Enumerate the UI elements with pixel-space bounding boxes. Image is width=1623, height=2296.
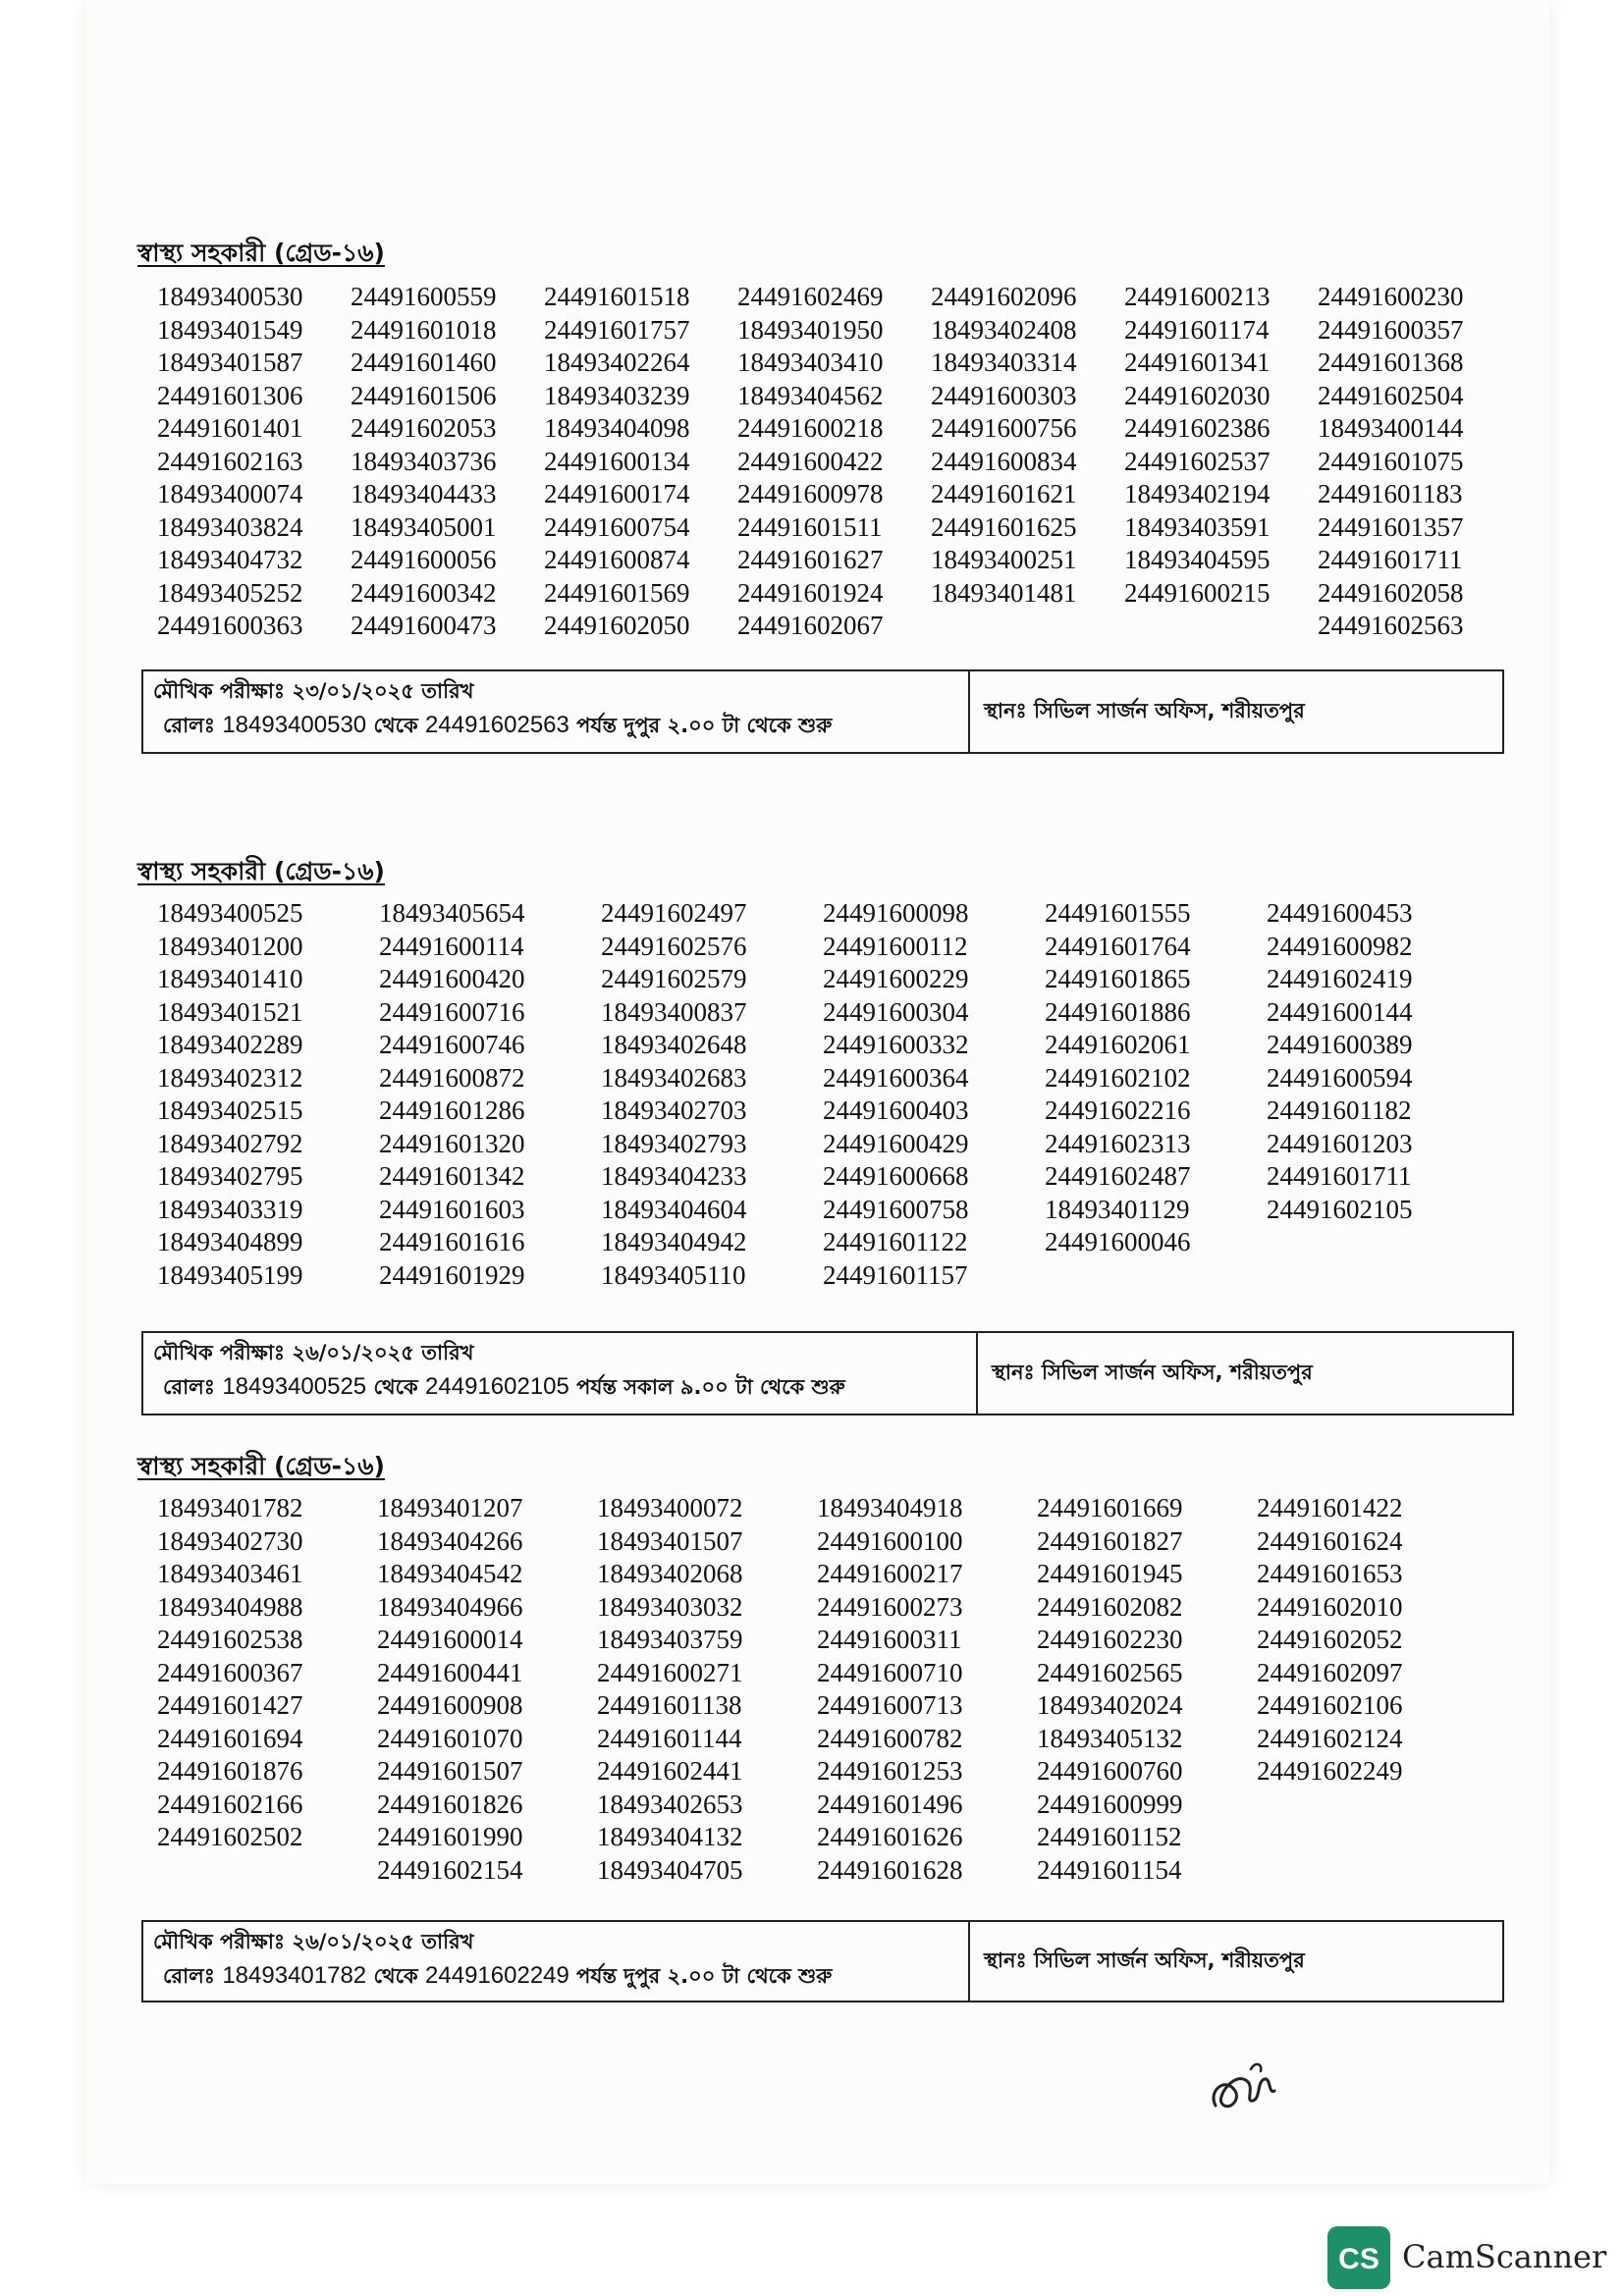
roll-number: 24491601764 xyxy=(1045,931,1191,961)
roll-number: 24491602576 xyxy=(601,931,747,961)
roll-number: 18493402792 xyxy=(157,1128,303,1158)
roll-number: 24491602565 xyxy=(1037,1657,1183,1687)
roll-number: 18493402683 xyxy=(601,1062,747,1093)
roll-number: 18493404918 xyxy=(817,1493,963,1522)
roll-number: 18493402024 xyxy=(1037,1690,1183,1720)
roll-number: 24491600908 xyxy=(377,1690,523,1720)
roll-number: 18493401507 xyxy=(597,1525,743,1556)
roll-number: 24491600422 xyxy=(737,446,884,476)
roll-number: 18493405252 xyxy=(157,577,303,608)
roll-number: 24491600364 xyxy=(823,1062,969,1093)
roll-number: 24491601711 xyxy=(1267,1161,1412,1191)
roll-number: 24491601653 xyxy=(1257,1559,1403,1588)
roll-number: 24491602487 xyxy=(1045,1161,1191,1191)
roll-number: 24491602313 xyxy=(1045,1128,1191,1158)
roll-number: 24491601669 xyxy=(1037,1493,1183,1522)
roll-from: 18493400530 xyxy=(222,712,367,738)
roll-number: 18493404942 xyxy=(601,1227,747,1256)
roll-number: 18493405132 xyxy=(1037,1723,1183,1753)
roll-number: 24491601342 xyxy=(379,1161,525,1191)
roll-number: 18493400072 xyxy=(597,1493,743,1522)
roll-number: 24491600215 xyxy=(1124,577,1271,608)
roll-from: 18493401782 xyxy=(222,1962,367,1989)
roll-number: 18493401200 xyxy=(157,931,303,961)
roll-range xyxy=(153,1368,962,1406)
roll-column xyxy=(1037,1492,1257,1887)
roll-number: 24491600403 xyxy=(823,1095,969,1125)
roll-number: 24491600559 xyxy=(351,282,497,311)
roll-number: 24491600134 xyxy=(544,446,690,476)
roll-number: 24491602082 xyxy=(1037,1591,1183,1622)
roll-number: 24491600441 xyxy=(377,1657,523,1687)
roll-number: 18493403824 xyxy=(157,511,303,542)
roll-to: 24491602249 xyxy=(425,1962,569,1989)
roll-number: 18493404542 xyxy=(377,1559,523,1588)
roll-grid xyxy=(157,1492,1477,1887)
roll-column xyxy=(157,897,379,1292)
roll-number: 24491600594 xyxy=(1267,1062,1413,1093)
roll-number: 24491600144 xyxy=(1267,996,1413,1027)
roll-number: 24491601496 xyxy=(817,1789,963,1819)
roll-number: 18493403032 xyxy=(597,1591,743,1622)
roll-number: 24491602538 xyxy=(157,1625,303,1654)
roll-number: 18493402793 xyxy=(601,1128,747,1158)
roll-number: 24491602166 xyxy=(157,1789,303,1819)
roll-number: 18493404266 xyxy=(377,1525,523,1556)
roll-column xyxy=(157,281,351,643)
roll-number: 24491601945 xyxy=(1037,1559,1183,1588)
exam-info-box xyxy=(141,1920,1504,2002)
roll-number: 24491601152 xyxy=(1037,1822,1182,1851)
roll-number: 24491600112 xyxy=(823,931,968,961)
from-word: থেকে xyxy=(373,1375,418,1399)
roll-number: 24491600872 xyxy=(379,1062,525,1093)
roll-number: 18493401521 xyxy=(157,996,303,1027)
roll-number: 24491602053 xyxy=(351,413,497,443)
roll-number: 24491602124 xyxy=(1257,1723,1403,1753)
roll-number: 24491600114 xyxy=(379,931,524,961)
roll-number: 18493405199 xyxy=(157,1259,303,1290)
roll-number: 18493402795 xyxy=(157,1161,303,1191)
roll-number: 24491600760 xyxy=(1037,1756,1183,1786)
roll-number: 24491600230 xyxy=(1318,282,1464,311)
exam-info-box xyxy=(141,669,1504,754)
roll-number: 24491602163 xyxy=(157,446,303,476)
roll-column xyxy=(1267,897,1488,1292)
roll-number: 24491601624 xyxy=(1257,1525,1403,1556)
roll-number: 24491600098 xyxy=(823,898,969,928)
roll-from: 18493400525 xyxy=(222,1373,367,1400)
roll-number: 18493404132 xyxy=(597,1822,743,1851)
roll-number: 18493401587 xyxy=(157,347,303,377)
roll-number: 24491600174 xyxy=(544,479,690,508)
roll-number: 24491601460 xyxy=(351,347,497,377)
from-word: থেকে xyxy=(373,714,418,737)
roll-number: 24491602230 xyxy=(1037,1625,1183,1654)
roll-number: 18493401207 xyxy=(377,1493,523,1522)
roll-number: 24491601422 xyxy=(1257,1493,1403,1522)
roll-number: 24491600342 xyxy=(351,577,497,608)
roll-number: 24491601625 xyxy=(931,511,1077,542)
roll-number: 18493404966 xyxy=(377,1591,523,1622)
roll-number: 18493402703 xyxy=(601,1095,747,1125)
roll-number: 18493401950 xyxy=(737,314,884,345)
roll-number: 24491600273 xyxy=(817,1591,963,1622)
roll-number: 24491600754 xyxy=(544,511,690,542)
roll-number: 24491602419 xyxy=(1267,964,1413,993)
roll-number: 24491601569 xyxy=(544,577,690,608)
section-heading: স্বাস্থ্য সহকারী (গ্রেড-১৬) xyxy=(137,1452,385,1480)
roll-number: 24491601555 xyxy=(1045,898,1191,928)
roll-number: 18493400525 xyxy=(157,898,303,928)
roll-column xyxy=(1045,897,1267,1292)
roll-column xyxy=(597,1492,817,1887)
roll-number: 18493403591 xyxy=(1124,511,1271,542)
roll-prefix: রোলঃ xyxy=(163,1375,216,1399)
roll-number: 24491602096 xyxy=(931,282,1077,311)
roll-number: 24491601401 xyxy=(157,413,303,443)
roll-to: 24491602563 xyxy=(425,712,569,738)
roll-column xyxy=(817,1492,1037,1887)
roll-number: 24491600978 xyxy=(737,479,884,508)
roll-number: 24491601506 xyxy=(351,380,497,410)
roll-number: 24491600229 xyxy=(823,964,969,993)
roll-number: 24491602106 xyxy=(1257,1690,1403,1720)
roll-number: 24491600756 xyxy=(931,413,1077,443)
roll-number: 24491601286 xyxy=(379,1095,525,1125)
roll-number: 24491601518 xyxy=(544,282,690,311)
roll-number: 18493403410 xyxy=(737,347,884,377)
signature-icon xyxy=(1206,2052,1284,2120)
roll-number: 24491601929 xyxy=(379,1259,525,1290)
roll-number: 24491602050 xyxy=(544,611,690,640)
roll-number: 24491600218 xyxy=(737,413,884,443)
exam-time: পর্যন্ত সকাল ৯.০০ টা থেকে শুরু xyxy=(576,1375,845,1399)
roll-number: 18493401410 xyxy=(157,964,303,993)
roll-number: 24491601826 xyxy=(377,1789,523,1819)
roll-number: 24491602030 xyxy=(1124,380,1271,410)
roll-number: 24491600046 xyxy=(1045,1227,1191,1256)
roll-number: 18493402194 xyxy=(1124,479,1271,508)
roll-number: 24491602052 xyxy=(1257,1625,1403,1654)
roll-number: 18493402264 xyxy=(544,347,690,377)
roll-number: 18493404705 xyxy=(597,1854,743,1885)
roll-number: 24491602441 xyxy=(597,1756,743,1786)
exam-schedule xyxy=(143,671,970,752)
roll-number: 24491601174 xyxy=(1124,314,1270,345)
roll-number: 24491601827 xyxy=(1037,1525,1183,1556)
roll-number: 24491602154 xyxy=(377,1854,523,1885)
exam-venue: স্থানঃ সিভিল সার্জন অফিস, শরীয়তপুর xyxy=(992,1360,1313,1384)
roll-number: 24491602469 xyxy=(737,282,884,311)
roll-number: 18493404562 xyxy=(737,380,884,410)
roll-number: 24491601075 xyxy=(1318,446,1464,476)
roll-column xyxy=(601,897,823,1292)
roll-number: 18493400530 xyxy=(157,282,303,311)
roll-number: 24491601157 xyxy=(823,1259,968,1290)
roll-number: 24491602386 xyxy=(1124,413,1271,443)
roll-range xyxy=(153,1957,954,1995)
roll-number: 18493400837 xyxy=(601,996,747,1027)
roll-number: 24491601626 xyxy=(817,1822,963,1851)
roll-number: 24491601990 xyxy=(377,1822,523,1851)
roll-number: 24491601628 xyxy=(817,1854,963,1885)
exam-date-label: মৌখিক পরীক্ষাঃ ২৩/০১/২০২৫ তারিখ xyxy=(153,679,474,703)
roll-number: 24491602537 xyxy=(1124,446,1271,476)
roll-number: 18493404604 xyxy=(601,1194,747,1224)
roll-number: 18493402653 xyxy=(597,1789,743,1819)
roll-column xyxy=(1257,1492,1477,1887)
roll-grid xyxy=(157,281,1511,643)
roll-number: 24491600217 xyxy=(817,1559,963,1588)
roll-number: 24491602502 xyxy=(157,1822,303,1851)
roll-number: 24491602010 xyxy=(1257,1591,1403,1622)
roll-number: 24491601070 xyxy=(377,1723,523,1753)
roll-number: 18493403319 xyxy=(157,1194,303,1224)
roll-number: 24491601621 xyxy=(931,479,1077,508)
roll-number: 24491600271 xyxy=(597,1657,743,1687)
roll-number: 24491600311 xyxy=(817,1625,962,1654)
roll-number: 24491600014 xyxy=(377,1625,523,1654)
from-word: থেকে xyxy=(373,1964,418,1988)
roll-number: 24491601341 xyxy=(1124,347,1271,377)
roll-number: 18493402648 xyxy=(601,1030,747,1059)
camscanner-brand: CamScanner xyxy=(1402,2238,1607,2275)
roll-number: 18493404233 xyxy=(601,1161,747,1191)
roll-column xyxy=(544,281,737,643)
camscanner-logo-icon xyxy=(1327,2226,1390,2289)
roll-number: 24491600710 xyxy=(817,1657,963,1687)
roll-number: 18493402068 xyxy=(597,1559,743,1588)
section-1 xyxy=(137,234,1532,764)
section-2 xyxy=(137,852,1532,1421)
roll-number: 24491600834 xyxy=(931,446,1077,476)
roll-column xyxy=(157,1492,377,1887)
roll-number: 18493400251 xyxy=(931,545,1077,574)
roll-number: 18493404098 xyxy=(544,413,690,443)
roll-number: 24491600420 xyxy=(379,964,525,993)
roll-number: 24491600363 xyxy=(157,611,303,640)
roll-number: 24491602097 xyxy=(1257,1657,1403,1687)
section-heading: স্বাস্থ্য সহকারী (গ্রেড-১৬) xyxy=(137,239,385,267)
roll-number: 18493401782 xyxy=(157,1493,303,1522)
roll-number: 24491601507 xyxy=(377,1756,523,1786)
roll-number: 24491600874 xyxy=(544,545,690,574)
roll-number: 24491600389 xyxy=(1267,1030,1413,1059)
roll-number: 24491600056 xyxy=(351,545,497,574)
roll-number: 18493402312 xyxy=(157,1062,303,1093)
roll-number: 18493403736 xyxy=(351,446,497,476)
roll-range xyxy=(153,707,954,744)
roll-number: 18493401549 xyxy=(157,314,303,345)
exam-time: পর্যন্ত দুপুর ২.০০ টা থেকে শুরু xyxy=(576,714,833,737)
roll-number: 24491601182 xyxy=(1267,1095,1412,1125)
exam-date-label: মৌখিক পরীক্ষাঃ ২৬/০১/২০২৫ তারিখ xyxy=(153,1930,474,1953)
roll-number: 24491601886 xyxy=(1045,996,1191,1027)
roll-number: 24491601138 xyxy=(597,1690,742,1720)
roll-to: 24491602105 xyxy=(425,1373,569,1400)
roll-number: 24491601306 xyxy=(157,380,303,410)
roll-number: 18493404433 xyxy=(351,479,497,508)
roll-number: 18493404595 xyxy=(1124,545,1271,574)
roll-column xyxy=(1318,281,1511,643)
exam-venue: স্থানঃ সিভিল সার্জন অফিস, শরীয়তপুর xyxy=(984,698,1305,722)
roll-number: 24491601368 xyxy=(1318,347,1464,377)
roll-number: 24491600982 xyxy=(1267,931,1413,961)
exam-date-label: মৌখিক পরীক্ষাঃ ২৬/০১/২০২৫ তারিখ xyxy=(153,1341,474,1364)
roll-number: 24491600716 xyxy=(379,996,525,1027)
roll-number: 24491600100 xyxy=(817,1525,963,1556)
roll-number: 18493400074 xyxy=(157,479,303,508)
roll-number: 18493404899 xyxy=(157,1227,303,1256)
roll-number: 24491600473 xyxy=(351,611,497,640)
roll-number: 24491602497 xyxy=(601,898,747,928)
roll-number: 24491601627 xyxy=(737,545,884,574)
roll-column xyxy=(1124,281,1318,643)
roll-number: 24491602563 xyxy=(1318,611,1464,640)
roll-number: 18493404732 xyxy=(157,545,303,574)
roll-number: 24491600453 xyxy=(1267,898,1413,928)
roll-number: 24491600713 xyxy=(817,1690,963,1720)
roll-number: 24491601876 xyxy=(157,1756,303,1786)
roll-number: 18493405110 xyxy=(601,1259,746,1290)
roll-column xyxy=(823,897,1045,1292)
roll-number: 24491601616 xyxy=(379,1227,525,1256)
roll-number: 24491600357 xyxy=(1318,314,1464,345)
roll-number: 24491601018 xyxy=(351,314,497,345)
roll-number: 24491601757 xyxy=(544,314,690,345)
roll-number: 24491601144 xyxy=(597,1723,742,1753)
svg-text:CS: CS xyxy=(1338,2243,1380,2275)
roll-prefix: রোলঃ xyxy=(163,714,216,737)
roll-number: 24491601320 xyxy=(379,1128,525,1158)
roll-number: 24491600782 xyxy=(817,1723,963,1753)
roll-number: 18493402730 xyxy=(157,1525,303,1556)
roll-number: 18493403314 xyxy=(931,347,1077,377)
roll-number: 18493403461 xyxy=(157,1559,303,1588)
roll-column xyxy=(931,281,1124,643)
roll-number: 24491602102 xyxy=(1045,1062,1191,1093)
roll-number: 24491600367 xyxy=(157,1657,303,1687)
roll-column xyxy=(737,281,931,643)
roll-number: 24491601511 xyxy=(737,511,883,542)
roll-number: 24491602579 xyxy=(601,964,747,993)
roll-number: 24491601357 xyxy=(1318,511,1464,542)
roll-number: 24491602249 xyxy=(1257,1756,1403,1786)
roll-number: 24491601427 xyxy=(157,1690,303,1720)
roll-number: 24491600332 xyxy=(823,1030,969,1059)
roll-number: 18493404988 xyxy=(157,1591,303,1622)
roll-number: 24491601253 xyxy=(817,1756,963,1786)
roll-number: 24491600304 xyxy=(823,996,969,1027)
section-3 xyxy=(137,1447,1532,2036)
roll-number: 24491600758 xyxy=(823,1194,969,1224)
roll-column xyxy=(351,281,544,643)
roll-number: 18493402408 xyxy=(931,314,1077,345)
roll-number: 24491602216 xyxy=(1045,1095,1191,1125)
roll-number: 18493402289 xyxy=(157,1030,303,1059)
roll-number: 24491602058 xyxy=(1318,577,1464,608)
roll-number: 24491601924 xyxy=(737,577,884,608)
roll-number: 18493401129 xyxy=(1045,1194,1190,1224)
roll-column xyxy=(379,897,601,1292)
exam-venue: স্থানঃ সিভিল সার্জন অফিস, শরীয়তপুর xyxy=(984,1948,1305,1972)
exam-time: পর্যন্ত দুপুর ২.০০ টা থেকে শুরু xyxy=(576,1964,833,1988)
roll-number: 24491601154 xyxy=(1037,1854,1182,1885)
roll-number: 24491602061 xyxy=(1045,1030,1191,1059)
exam-info-box xyxy=(141,1331,1514,1415)
roll-number: 24491600668 xyxy=(823,1161,969,1191)
exam-schedule xyxy=(143,1333,978,1414)
roll-number: 24491600303 xyxy=(931,380,1077,410)
roll-number: 24491601603 xyxy=(379,1194,525,1224)
roll-number: 24491601183 xyxy=(1318,479,1463,508)
roll-number: 24491601694 xyxy=(157,1723,303,1753)
exam-schedule xyxy=(143,1922,970,2001)
roll-number: 24491601122 xyxy=(823,1227,968,1256)
roll-number: 24491602504 xyxy=(1318,380,1464,410)
roll-number: 18493405001 xyxy=(351,511,497,542)
roll-number: 24491602067 xyxy=(737,611,884,640)
roll-number: 18493402515 xyxy=(157,1095,303,1125)
roll-number: 24491601865 xyxy=(1045,964,1191,993)
roll-number: 24491600429 xyxy=(823,1128,969,1158)
roll-number: 18493403759 xyxy=(597,1625,743,1654)
roll-number: 24491600746 xyxy=(379,1030,525,1059)
roll-number: 18493400144 xyxy=(1318,413,1464,443)
roll-number: 24491602105 xyxy=(1267,1194,1413,1224)
roll-number: 24491600213 xyxy=(1124,282,1271,311)
roll-number: 18493405654 xyxy=(379,898,525,928)
roll-column xyxy=(377,1492,597,1887)
section-heading: স্বাস্থ্য সহকারী (গ্রেড-১৬) xyxy=(137,857,385,885)
roll-number: 18493403239 xyxy=(544,380,690,410)
roll-number: 24491601203 xyxy=(1267,1128,1413,1158)
roll-number: 24491601711 xyxy=(1318,545,1463,574)
roll-number: 24491600999 xyxy=(1037,1789,1183,1819)
roll-number: 18493401481 xyxy=(931,577,1077,608)
roll-grid xyxy=(157,897,1488,1292)
roll-prefix: রোলঃ xyxy=(163,1964,216,1988)
